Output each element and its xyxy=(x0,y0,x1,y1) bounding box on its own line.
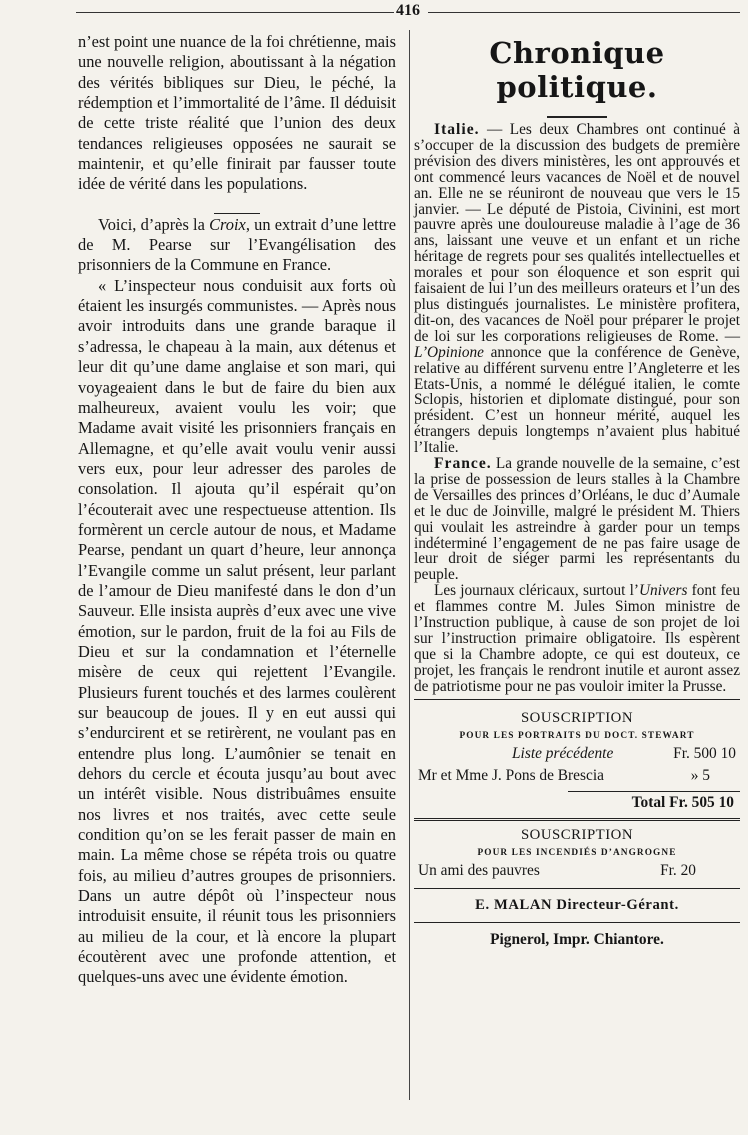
intro-text: Voici, d’après la xyxy=(98,214,210,234)
souscription-row xyxy=(414,862,740,880)
italie-text-end: annonce que la conférence de Genève, relative au différent survenu entre l’Angleterre et les Etats-Unis, a nommé le délégué italien, le comte Sclopis, historien et diplomate distingué, pour son président. C’est un honneur mérité, auquel les étrangers depuis longtemps n’avaient plus habitué l’Italie. xyxy=(414,343,740,457)
article-continuation: n’est point une nuance de la foi chrétienne, mais une nouvelle religion, aboutissant à la négation des vérités bibliques sur Dieu, le péché, la rédemption et l’immortalité de l’âme. Il déduisit de cette triste réalité que l’union des deux tendances religieuses opposées ne saurait se maintenir, et qu’elle finirait par fausser toute idée de vérité dans les populations. xyxy=(78,32,396,194)
chronique-title: Chronique politique. xyxy=(489,36,665,104)
souscription-rule-top xyxy=(414,699,740,700)
intro-text-end: , un extrait d’une lettre de M. Pearse sur l’Evangélisation des prisonniers de la Commune en France. xyxy=(78,214,396,275)
france2-text: Les journaux cléricaux, surtout l’ xyxy=(434,582,639,600)
right-column xyxy=(414,30,740,949)
opinione-title: L’Opinione xyxy=(414,343,484,361)
title-rule xyxy=(547,116,607,118)
pearse-letter: « L’inspecteur nous conduisit aux forts où étaient les insurgés communistes. — Après nous avoir introduits dans une grande baraque il s’adressa, le chapeau à la main, aux détenus et leur dit qu’une dame anglaise et son mari, qui voyageaient dans le but de faire du bien aux malheureux, avaient voulu les voir; que Madame avait visité les prisonniers français en Allemagne, et qu’elle avait voulu venir aussi vers eux, pour leur adresser des paroles de consolation. Il ajouta qu’il espérait qu’on l’écouterait avec une respectueuse attention. Ils formèrent un cercle autour de nous, et Madame Pearse, pendant un quart d’heure, leur annonça l’Evangile comme un salut présent, leur parlant de l’amour de Dieu manifesté dans le don d’un Sauveur. Elle insista auprès d’eux avec une vive émotion, sur le pardon, fruit de la foi au Fils de Dieu et sur la condamnation et l’éternelle misère de ceux qui rejettent l’Evangile. Plusieurs furent touchés et des larmes coulèrent sur beaucoup de joues. Il y en eut aussi qui s’endurcirent et se retirèrent, ne voulant pas en entendre plus long. L’aumônier se tenait en dehors du cercle et écouta jusqu’au bout avec un intérêt visible. Nous distribuâmes ensuite nos livres et nos traités, avec cette seule condition qu’on se les ferait passer de main en main. La même chose se répéta trois ou quatre fois, au milieu d’autres groupes de prisonniers. Dans un autre dépôt où l’inspecteur nous introduisit ensuite, il réunit tous les prisonniers au milieu de la cour, et là encore la plupart écoutèrent avec une profonde attention, et quelques-uns avec une évidente émotion. xyxy=(78,275,396,987)
row-value: Fr. 20 xyxy=(660,861,696,879)
header-rule-left xyxy=(76,12,394,13)
row-value: Fr. 500 10 xyxy=(673,744,736,762)
souscription-row xyxy=(414,767,740,785)
croix-title: Croix xyxy=(209,214,246,234)
univers-title: Univers xyxy=(638,582,688,600)
row-value: » 5 xyxy=(690,766,710,784)
italie-paragraph xyxy=(414,122,740,456)
row-label: Liste précédente xyxy=(512,744,614,762)
news-section xyxy=(414,122,740,695)
france-paragraph-2 xyxy=(414,583,740,694)
souscription-angrogne xyxy=(414,827,740,880)
france-label: France. xyxy=(434,455,492,473)
souscription-row xyxy=(414,745,740,763)
column-divider xyxy=(409,30,410,1100)
souscription-total: Total Fr. 505 10 xyxy=(631,793,734,811)
row-label: Mr et Mme J. Pons de Brescia xyxy=(418,766,604,784)
imprimerie: Pignerol, Impr. Chiantore. xyxy=(490,930,664,948)
france-paragraph xyxy=(414,456,740,583)
header-rule-right xyxy=(428,12,740,13)
left-column xyxy=(78,32,396,988)
directeur-gerant: E. MALAN Directeur-Gérant. xyxy=(475,896,679,913)
footer-rule xyxy=(414,888,740,889)
italie-text: — Les deux Chambres ont continué à s’occuper de la discussion des budgets de première prévision des divers ministères, les ont approuvés et ont commencé leurs vacances de Noël et de nouvel an. Elle ne se réuniront de nouveau que vers le 15 janvier. — Le député de Pistoia, Civinini, est mort pauvre après une douloureuse maladie à l’age de 36 ans, laissant une veuve et un enfant et un riche héritage de regrets pour ses qualités intellectuelles et morales et pour son éloquence et son esprit qui faisaient de lui l’un des meilleurs orateurs et l’un des plus distingués journalistes. Le ministère profitera, dit-on, des vacances de Noël pour préparer le projet de loi sur les corporations religieuses de Rome. — xyxy=(414,121,740,345)
souscription-rule-double xyxy=(414,818,740,821)
souscription-stewart xyxy=(414,710,740,812)
section-separator xyxy=(78,199,396,209)
france-text: La grande nouvelle de la semaine, c’est la prise de possession de leurs stalles à la Chambre de Versailles des princes d’Orléans, le duc d’Aumale et le duc de Joinville, malgré le président M. Thiers qui voulait les astreindre à garder pour un temps indéterminé l’engagement de ne pas faire usage de leur droit de siéger parmi les représentants du peuple. xyxy=(414,455,740,584)
total-rule xyxy=(568,791,740,792)
page-number: 416 xyxy=(396,2,420,19)
souscription-heading: SOUSCRIPTION xyxy=(520,709,634,726)
page-header xyxy=(0,2,748,22)
france2-text-end: font feu et flammes contre M. Jules Simon ministre de l’Instruction publique, à cause de son projet de loi sur l’instruction primaire obligatoire. Ils espèrent que si la Chambre adopte, ce qui est douteux, ce projet, les français le rendront inutile et auront assez de patriotisme pour ne pas vouloir imiter la Prusse. xyxy=(414,582,740,695)
row-label: Un ami des pauvres xyxy=(418,861,540,879)
souscription-heading: SOUSCRIPTION xyxy=(520,826,634,843)
souscription-subheading: POUR LES INCENDIÉS D’ANGROGNE xyxy=(477,847,677,858)
souscription-subheading: POUR LES PORTRAITS DU DOCT. STEWART xyxy=(459,730,695,741)
italie-label: Italie. xyxy=(434,121,480,138)
pearse-intro xyxy=(78,215,396,276)
footer-rule-2 xyxy=(414,922,740,923)
